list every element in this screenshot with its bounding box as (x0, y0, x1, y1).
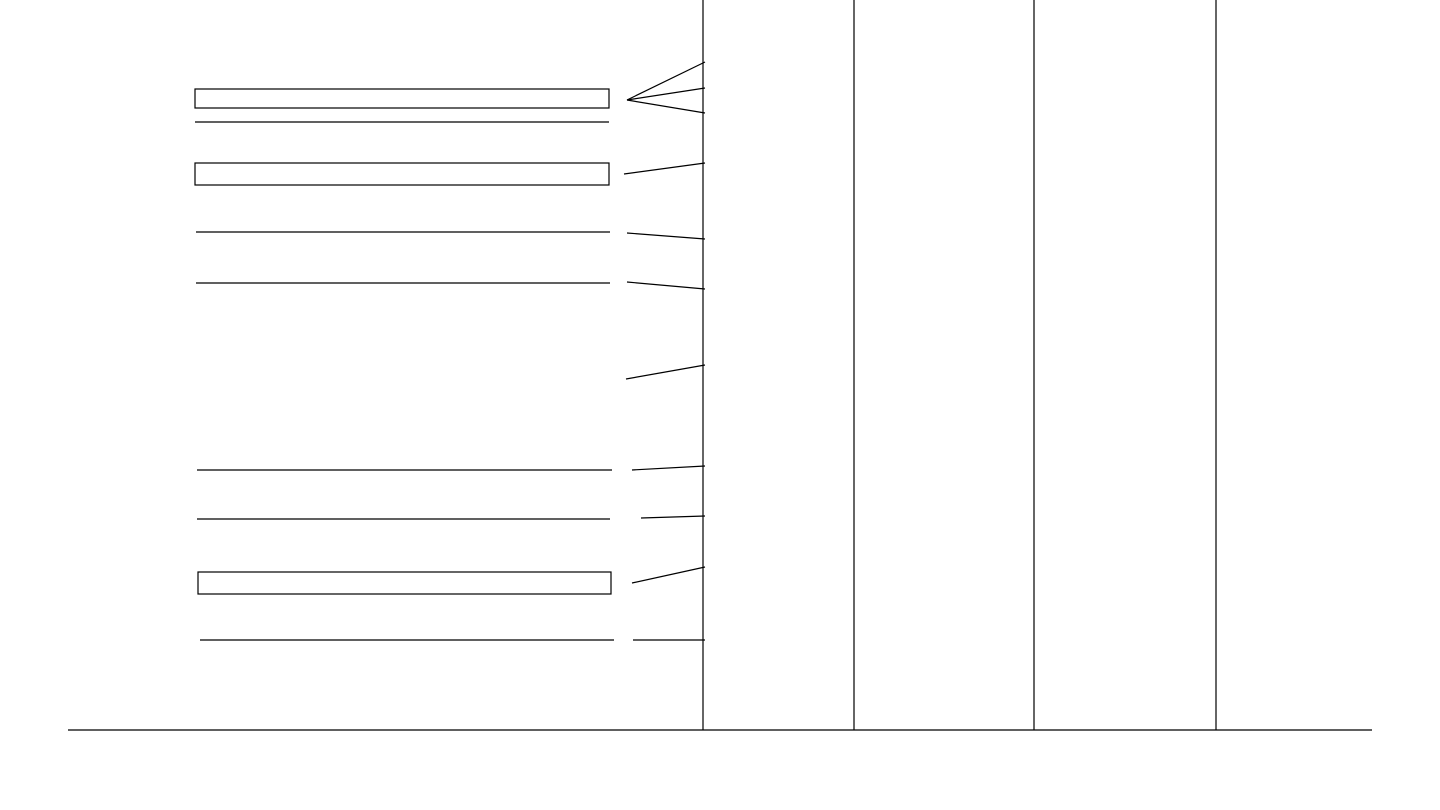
foam-layer-2-2cm (198, 572, 611, 594)
leader-lines (624, 62, 705, 640)
foam-layer-2-1cm (195, 163, 609, 185)
foam-layer-1-8cm (195, 89, 609, 108)
